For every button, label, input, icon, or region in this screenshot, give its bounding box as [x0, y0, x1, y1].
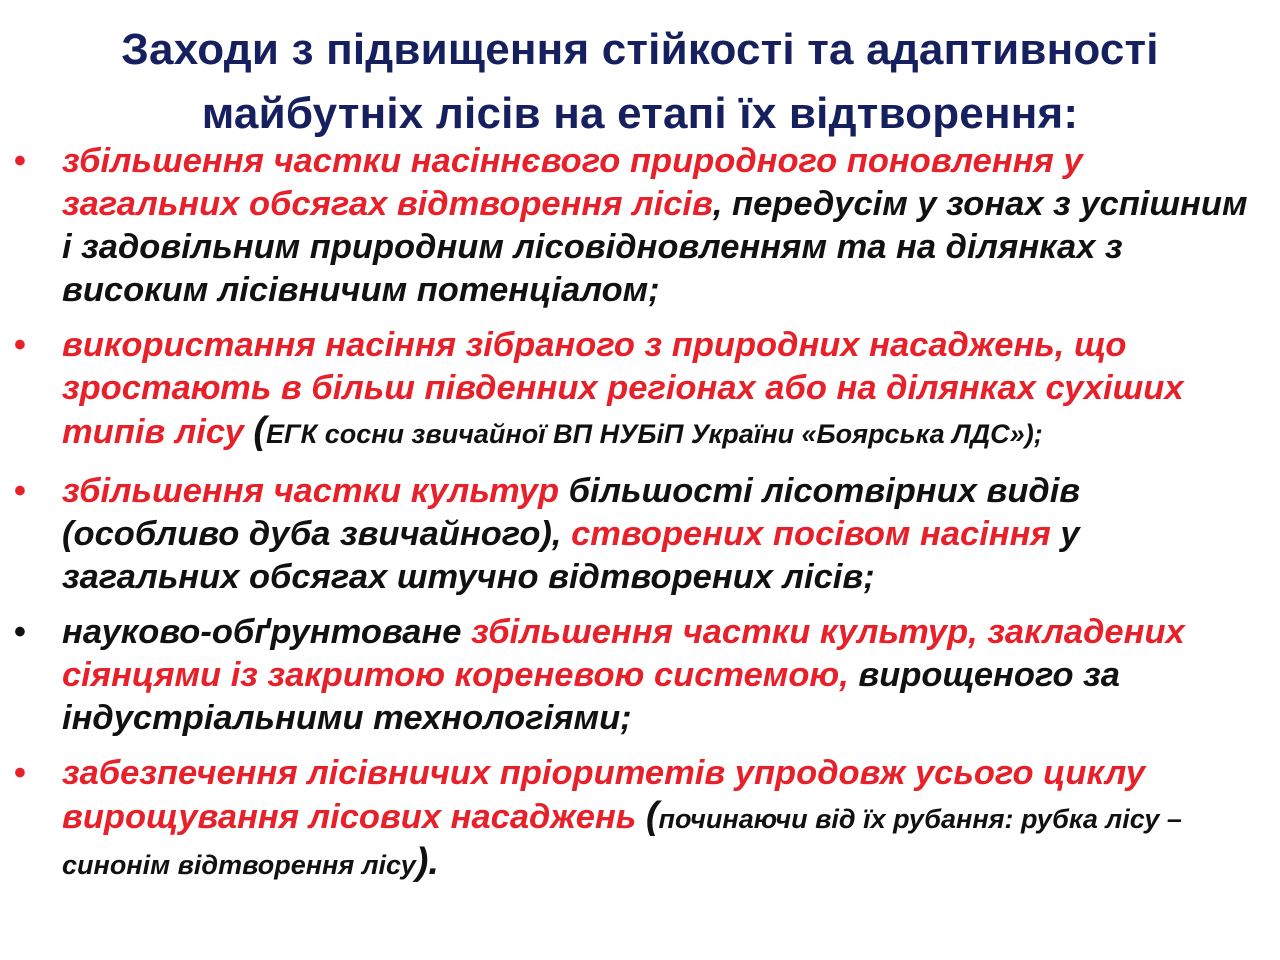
bullet-dot-icon: •: [14, 472, 26, 510]
bullet-4-text-black-1: науково-обґрунтоване: [62, 613, 472, 651]
title-line-1: Заходи з підвищення стійкості та адаптивності: [121, 25, 1159, 74]
bullet-3-text-black-1: більшості лісотвірних видів (особливо дуба звичайного),: [62, 472, 1081, 553]
bullet-5-text-note: починаючи від їх рубання: рубка лісу – синонім відтворення лісу: [62, 804, 1182, 880]
bullet-dot-icon: •: [14, 754, 26, 792]
bullet-dot-icon: •: [14, 142, 26, 180]
bullet-item-5: [14, 752, 1264, 887]
bullet-3-text-red-2: створених посівом насіння: [571, 515, 1061, 553]
bullet-list: [14, 140, 1264, 899]
bullet-4-text-red: збільшення частки культур, закладених сіянцями із закритою кореневою системою,: [62, 613, 1185, 694]
bullet-dot-icon: •: [14, 326, 26, 364]
bullet-dot-icon: •: [14, 613, 26, 651]
bullet-item-2: [14, 324, 1264, 456]
bullet-2-paren-open: (: [253, 410, 267, 452]
bullet-5-text-red: забезпечення лісівничих пріоритетів упродовж усього циклу вирощування лісових насаджень: [62, 754, 1146, 836]
bullet-2-text-red: використання насіння зібраного з природних насаджень, що зростають в більш південних регіонах або на ділянках сухіших типів лісу: [62, 326, 1184, 451]
bullet-5-paren-open: (: [645, 795, 659, 837]
bullet-3-text-red-1: збільшення частки культур: [62, 472, 569, 510]
bullet-item-3: [14, 470, 1264, 599]
title-line-2: майбутніх лісів на етапі їх відтворення:: [201, 89, 1079, 138]
bullet-2-text-note: ЕГК сосни звичайної ВП НУБіП України «Боярська ЛДС»);: [266, 419, 1043, 449]
bullet-3-text-black-2: у загальних обсягах штучно відтворених лісів;: [62, 515, 1080, 596]
bullet-4-text-black-2: вирощеного за індустріальними технологіями;: [62, 656, 1120, 737]
bullet-1-text-black: , передусім у зонах з успішним і задовільним природним лісовідновленням та на ділянках з високим лісівничим потенціалом;: [62, 185, 1248, 309]
page-title: [20, 18, 1260, 146]
bullet-1-text-red: збільшення частки насіннєвого природного поновлення у загальних обсягах відтворення лісів: [62, 142, 1083, 223]
bullet-5-paren-close: ).: [415, 841, 439, 883]
bullet-item-1: [14, 140, 1264, 312]
bullet-item-4: [14, 611, 1264, 740]
